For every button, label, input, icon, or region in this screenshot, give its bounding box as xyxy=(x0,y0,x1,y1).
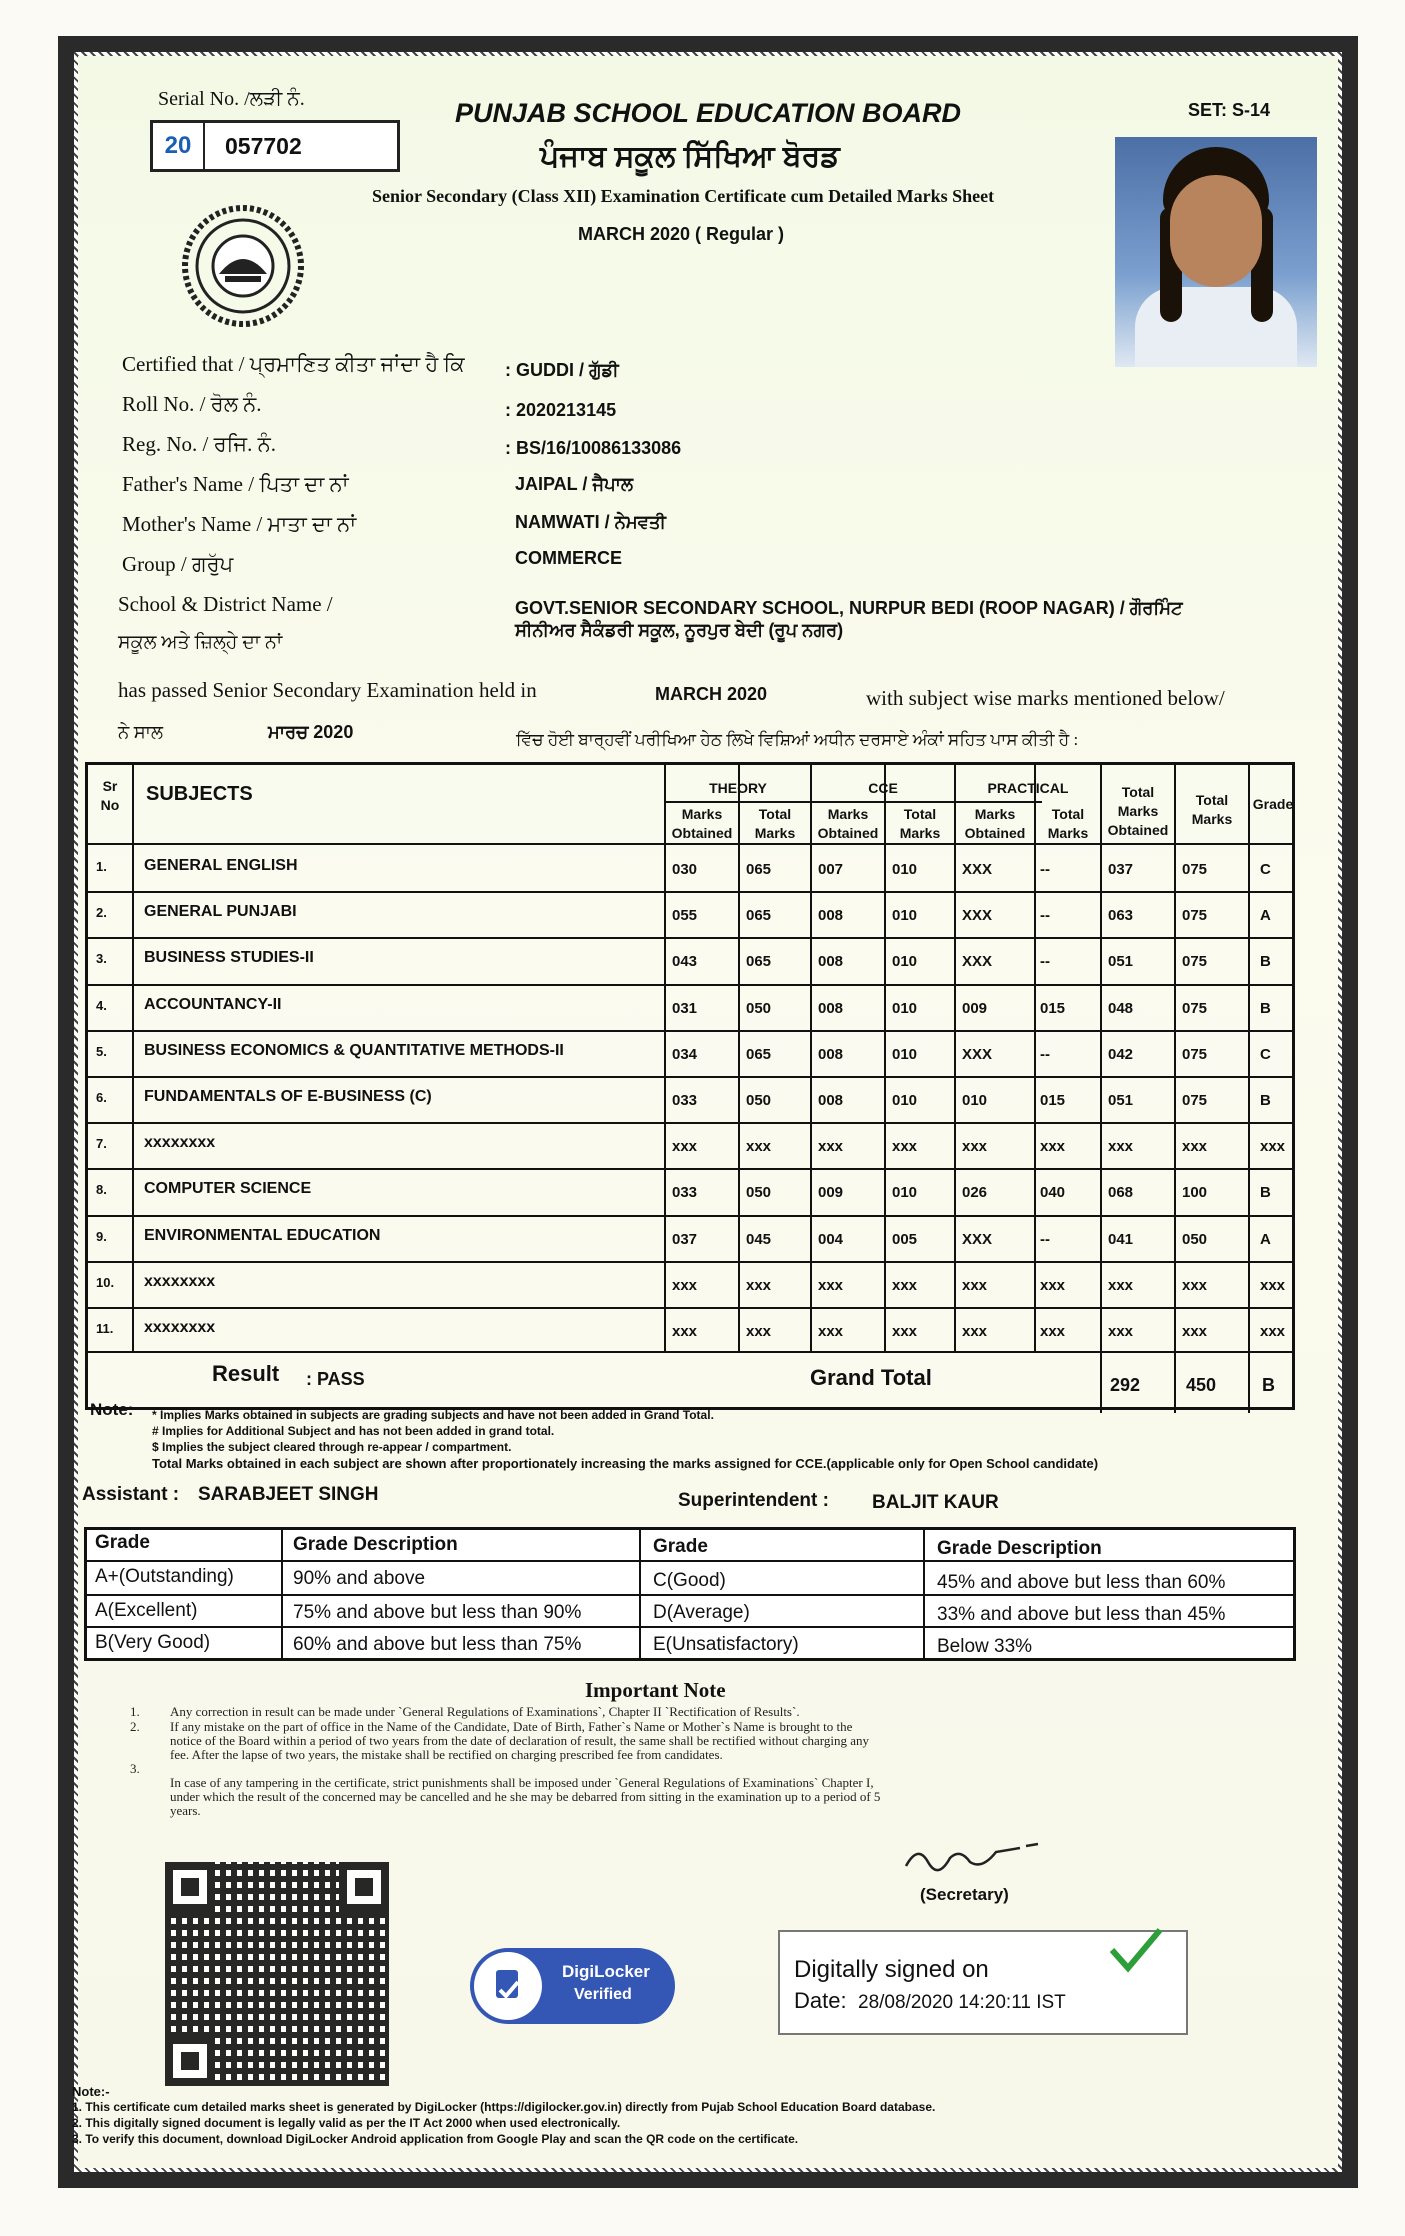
grade-col-header-2: Grade xyxy=(653,1536,708,1557)
row-subject: COMPUTER SCIENCE xyxy=(144,1180,312,1198)
row-cell: 065 xyxy=(746,907,772,925)
row-subject: xxxxxxxx xyxy=(144,1272,216,1290)
total-marks-header: Total Marks xyxy=(1191,792,1233,827)
row-cell: xxx xyxy=(892,1138,918,1156)
roll-label: Roll No. / ਰੋਲ ਨੰ. xyxy=(122,392,262,416)
row-cell: xxx xyxy=(1040,1138,1066,1156)
father-label: Father's Name / ਪਿਤਾ ਦਾ ਨਾਂ xyxy=(122,472,349,496)
row-subject: BUSINESS STUDIES-II xyxy=(144,949,314,967)
row-cell: xxx xyxy=(1182,1138,1208,1156)
signed-date: 28/08/2020 14:20:11 IST xyxy=(858,1992,1066,2013)
cce-obt-header: Marks Obtained xyxy=(817,806,879,841)
result-value: : PASS xyxy=(306,1369,365,1389)
grand-total-label: Grand Total xyxy=(810,1365,932,1390)
row-subject: ENVIRONMENTAL EDUCATION xyxy=(144,1226,381,1244)
row-cell: -- xyxy=(1040,907,1050,925)
group-label: Group / ਗਰੁੱਪ xyxy=(122,552,234,576)
qr-code[interactable] xyxy=(165,1862,389,2086)
row-cell: 075 xyxy=(1182,907,1208,925)
school-label: School & District Name / xyxy=(118,592,333,616)
row-cell: 010 xyxy=(892,999,918,1017)
row-cell: 010 xyxy=(892,861,918,878)
important-2a: If any mistake on the part of office in the Name of the Candidate, Date of Birth, Father`s Name or Mother`s Name is brought to the xyxy=(170,1719,853,1734)
signed-date-label: Date: xyxy=(794,1988,847,2013)
result-label: Result xyxy=(212,1361,280,1386)
prac-total-header: Total Marks xyxy=(1047,806,1089,841)
row-cell: xxx xyxy=(746,1323,772,1340)
row-cell: xxx xyxy=(1108,1276,1134,1294)
row-cell: xxx xyxy=(1040,1276,1066,1294)
row-cell: 100 xyxy=(1182,1184,1208,1202)
note-4: Total Marks obtained in each subject are shown after proportionately increasing the marks assigned for CCE.(applicable only for Open School candidate) xyxy=(152,1456,1099,1471)
row-cell: xxx xyxy=(672,1323,698,1340)
student-name: : GUDDI / ਗੁੱਡੀ xyxy=(505,360,619,380)
row-cell: 031 xyxy=(672,999,698,1017)
row-subject: xxxxxxxx xyxy=(144,1134,216,1152)
footer-note-label: Note:- xyxy=(72,2084,110,2099)
row-cell: 051 xyxy=(1108,1092,1134,1109)
father-name: JAIPAL / ਜੈਪਾਲ xyxy=(515,474,634,494)
row-cell: 051 xyxy=(1108,953,1134,971)
row-cell: 015 xyxy=(1040,999,1066,1017)
row-cell: B xyxy=(1260,953,1271,971)
grade-a: A(Excellent) xyxy=(95,1600,198,1621)
row-divider xyxy=(88,1261,1292,1263)
row-sr: 5. xyxy=(96,1043,107,1059)
row-cell: 075 xyxy=(1182,953,1208,971)
row-cell: 033 xyxy=(672,1092,698,1109)
important-1: Any correction in result can be made under `General Regulations of Examinations`, Chapter II `Rectification of Results`. xyxy=(170,1704,800,1719)
secretary-label: (Secretary) xyxy=(920,1885,1009,1904)
grade-a-plus-desc: 90% and above xyxy=(293,1568,426,1589)
row-cell: B xyxy=(1260,1184,1271,1202)
row-cell: xxx xyxy=(746,1138,772,1156)
pa-year: ਮਾਰਚ 2020 xyxy=(268,722,354,742)
grade-b: B(Very Good) xyxy=(95,1632,211,1653)
serial-number: 057702 xyxy=(225,132,302,159)
footer-note-2: 2. This digitally signed document is legally valid as per the IT Act 2000 when used electronically. xyxy=(72,2116,621,2130)
row-cell: -- xyxy=(1040,1230,1050,1248)
row-cell: 010 xyxy=(892,1184,918,1202)
digital-signature-box xyxy=(778,1930,1188,2035)
footer-note-3: 3. To verify this document, download DigiLocker Android application from Google Play and scan the QR code on the certificate. xyxy=(72,2132,799,2146)
row-cell: B xyxy=(1260,1092,1271,1109)
row-cell: xxx xyxy=(1108,1138,1134,1156)
row-cell: 008 xyxy=(818,1045,844,1063)
row-cell: 065 xyxy=(746,861,772,878)
digilocker-verified: Verified xyxy=(574,1986,632,2003)
row-cell: 055 xyxy=(672,907,698,925)
row-cell: B xyxy=(1260,999,1271,1017)
row-cell: xxx xyxy=(1260,1138,1286,1156)
row-sr: 2. xyxy=(96,905,107,921)
row-cell: xxx xyxy=(1182,1276,1208,1294)
row-cell: XXX xyxy=(962,1045,993,1063)
row-sr: 10. xyxy=(96,1274,115,1290)
grade-b-desc: 60% and above but less than 75% xyxy=(293,1634,582,1655)
grade-c-desc: 45% and above but less than 60% xyxy=(937,1572,1226,1593)
assistant-label: Assistant : xyxy=(82,1484,180,1505)
row-cell: 008 xyxy=(818,999,844,1017)
row-cell: 009 xyxy=(962,999,988,1017)
row-divider xyxy=(88,937,1292,939)
grade-col-header-1: Grade xyxy=(95,1532,150,1553)
row-cell: 075 xyxy=(1182,1045,1208,1063)
row-cell: C xyxy=(1260,861,1271,878)
row-sr: 4. xyxy=(96,997,107,1013)
digilocker-badge xyxy=(470,1948,675,2024)
grade-a-plus: A+(Outstanding) xyxy=(95,1566,234,1587)
total-obt-header: Total Marks Obtained xyxy=(1107,784,1169,838)
theory-header: THEORY xyxy=(709,780,767,796)
row-sr: 11. xyxy=(96,1321,114,1336)
cce-total-header: Total Marks xyxy=(899,806,941,841)
row-cell: 010 xyxy=(962,1092,988,1109)
row-cell: xxx xyxy=(818,1323,844,1340)
row-cell: xxx xyxy=(672,1138,698,1156)
school-label-pa: ਸਕੂਲ ਅਤੇ ਜ਼ਿਲ੍ਹੇ ਦਾ ਨਾਂ xyxy=(118,632,283,653)
row-divider xyxy=(88,1307,1292,1309)
board-title-pa: ਪੰਜਾਬ ਸਕੂਲ ਸਿੱਖਿਆ ਬੋਰਡ xyxy=(540,140,840,173)
row-cell: 050 xyxy=(746,1092,772,1109)
row-divider xyxy=(88,891,1292,893)
row-divider xyxy=(88,1168,1292,1170)
superintendent-name: BALJIT KAUR xyxy=(872,1492,999,1513)
certificate-subtitle: Senior Secondary (Class XII) Examination Certificate cum Detailed Marks Sheet xyxy=(372,186,995,206)
row-cell: 037 xyxy=(1108,861,1134,878)
row-cell: A xyxy=(1260,1230,1271,1248)
important-2b: notice of the Board within a period of two years from the date of declaration of result, the same shall be rectified without charging any xyxy=(170,1733,870,1748)
theory-obt-header: Marks Obtained xyxy=(671,806,733,841)
row-cell: 007 xyxy=(818,861,844,878)
assistant-name: SARABJEET SINGH xyxy=(198,1484,379,1505)
school-name-pa: ਸੀਨੀਅਰ ਸੈਕੰਡਰੀ ਸਕੂਲ, ਨੂਰਪੁਰ ਬੇਦੀ (ਰੂਪ ਨਗਰ) xyxy=(515,620,844,640)
digilocker-icon xyxy=(474,1952,542,2020)
row-cell: xxx xyxy=(962,1138,988,1156)
row-cell: 045 xyxy=(746,1230,772,1248)
row-cell: 063 xyxy=(1108,907,1134,925)
school-name: GOVT.SENIOR SECONDARY SCHOOL, NURPUR BEDI (ROOP NAGAR) / ਗੌਰਮਿੰਟ xyxy=(515,598,1183,618)
row-cell: 037 xyxy=(672,1230,698,1248)
row-cell: 065 xyxy=(746,1045,772,1063)
row-cell: xxx xyxy=(1182,1323,1208,1340)
row-cell: 040 xyxy=(1040,1184,1066,1202)
grand-grade: B xyxy=(1262,1375,1275,1395)
row-cell: 010 xyxy=(892,1092,918,1109)
row-cell: 026 xyxy=(962,1184,988,1202)
row-cell: -- xyxy=(1040,861,1050,878)
grade-c: C(Good) xyxy=(653,1570,726,1591)
grade-e-desc: Below 33% xyxy=(937,1636,1033,1657)
important-2c: fee. After the lapse of two years, the mistake shall be rectified on charging prescribed fee from candidates. xyxy=(170,1747,723,1762)
row-divider xyxy=(88,1215,1292,1217)
superintendent-label: Superintendent : xyxy=(678,1490,829,1511)
cce-header: CCE xyxy=(868,780,898,796)
row-divider xyxy=(88,984,1292,986)
row-cell: 030 xyxy=(672,861,698,878)
set-code: SET: S-14 xyxy=(1188,100,1271,120)
row-cell: -- xyxy=(1040,1045,1050,1063)
signed-on-label: Digitally signed on xyxy=(794,1956,989,1983)
row-cell: 042 xyxy=(1108,1045,1134,1063)
row-subject: ACCOUNTANCY-II xyxy=(144,995,282,1013)
row-cell: 075 xyxy=(1182,861,1208,878)
row-cell: XXX xyxy=(962,907,993,925)
row-cell: 008 xyxy=(818,1092,844,1109)
row-cell: 041 xyxy=(1108,1230,1134,1248)
row-cell: 004 xyxy=(818,1230,844,1248)
row-cell: xxx xyxy=(818,1138,844,1156)
row-cell: 050 xyxy=(746,1184,772,1202)
row-cell: 075 xyxy=(1182,1092,1208,1109)
row-cell: 005 xyxy=(892,1230,918,1248)
grade-a-desc: 75% and above but less than 90% xyxy=(293,1602,582,1623)
row-cell: C xyxy=(1260,1045,1271,1063)
row-cell: 068 xyxy=(1108,1184,1134,1202)
grade-e: E(Unsatisfactory) xyxy=(653,1634,799,1655)
row-cell: xxx xyxy=(818,1276,844,1294)
row-subject: BUSINESS ECONOMICS & QUANTITATIVE METHODS-II xyxy=(144,1041,564,1059)
check-icon xyxy=(1108,1924,1164,1976)
row-cell: -- xyxy=(1040,953,1050,971)
row-cell: xxx xyxy=(1040,1323,1066,1340)
desc-col-header-2: Grade Description xyxy=(937,1538,1102,1559)
row-cell: xxx xyxy=(672,1276,698,1294)
roll-number: : 2020213145 xyxy=(505,400,617,420)
row-cell: 050 xyxy=(1182,1230,1208,1248)
passed-text: has passed Senior Secondary Examination held in xyxy=(118,678,537,702)
row-cell: 050 xyxy=(746,999,772,1017)
row-subject: GENERAL PUNJABI xyxy=(144,903,297,921)
row-cell: xxx xyxy=(892,1276,918,1294)
mother-label: Mother's Name / ਮਾਤਾ ਦਾ ਨਾਂ xyxy=(122,512,357,536)
row-cell: XXX xyxy=(962,1230,993,1248)
row-cell: 034 xyxy=(672,1045,698,1063)
row-cell: 008 xyxy=(818,907,844,925)
reg-label: Reg. No. / ਰਜਿ. ਨੰ. xyxy=(122,432,276,456)
row-subject: GENERAL ENGLISH xyxy=(144,857,298,874)
row-cell: xxx xyxy=(962,1276,988,1294)
row-cell: xxx xyxy=(746,1276,772,1294)
row-cell: 010 xyxy=(892,953,918,971)
note-3: $ Implies the subject cleared through re-appear / compartment. xyxy=(152,1440,512,1454)
row-sr: 9. xyxy=(96,1228,107,1244)
row-sr: 8. xyxy=(96,1182,107,1198)
row-cell: xxx xyxy=(962,1323,988,1340)
row-cell: 009 xyxy=(818,1184,844,1202)
note-label: Note: xyxy=(90,1400,134,1419)
student-photo xyxy=(1115,137,1317,367)
row-sr: 6. xyxy=(96,1090,107,1105)
row-cell: xxx xyxy=(1260,1323,1286,1340)
important-3a: In case of any tampering in the certificate, strict punishments shall be imposed under `General Regulations of Examinations` Chapter I, xyxy=(170,1775,874,1790)
passed-month: MARCH 2020 xyxy=(655,684,768,704)
serial-label: Serial No. /ਲੜੀ ਨੰ. xyxy=(158,88,305,110)
row-cell: 065 xyxy=(746,953,772,971)
group-value: COMMERCE xyxy=(515,548,622,568)
desc-col-header-1: Grade Description xyxy=(293,1534,458,1555)
prac-obt-header: Marks Obtained xyxy=(964,806,1026,841)
row-sr: 3. xyxy=(96,951,107,967)
board-title-en: PUNJAB SCHOOL EDUCATION BOARD xyxy=(455,98,962,128)
row-divider xyxy=(88,1030,1292,1032)
sr-header: Sr No xyxy=(100,778,120,813)
row-cell: XXX xyxy=(962,953,993,971)
row-sr: 7. xyxy=(96,1136,107,1152)
row-cell: 048 xyxy=(1108,999,1134,1017)
row-cell: xxx xyxy=(1108,1323,1134,1340)
important-3b: under which the result of the concerned may be cancelled and he she may be debarred from sitting in the examination up to a period of 5 xyxy=(170,1789,881,1804)
row-subject: FUNDAMENTALS OF E-BUSINESS (C) xyxy=(144,1088,432,1105)
row-sr: 1. xyxy=(96,859,107,874)
exam-session: MARCH 2020 ( Regular ) xyxy=(578,224,785,244)
serial-box xyxy=(150,120,400,172)
pa-tail: ਵਿੱਚ ਹੋਈ ਬਾਰ੍ਹਵੀਂ ਪਰੀਖਿਆ ਹੇਠ ਲਿਖੇ ਵਿਸ਼ਿਆਂ ਅਧੀਨ ਦਰਸਾਏ ਅੰਕਾਂ ਸਹਿਤ ਪਾਸ ਕੀਤੀ ਹੈ : xyxy=(516,730,1079,749)
mother-name: NAMWATI / ਨੇਮਵਤੀ xyxy=(515,512,666,532)
certificate-page: Serial No. /ਲੜੀ ਨੰ. 20 057702 PUNJAB SCHOOL EDUCATION BOARD ਪੰਜਾਬ ਸਕੂਲ ਸਿੱਖਿਆ ਬੋਰਡ Senior Secondary (Class XII) Examination Certificate cum Detailed Marks Sheet MARCH 2020 ( Regular ) SET: S-14 Certified that / ਪ੍ਰਮਾਣਿਤ ਕੀਤਾ ਜਾਂਦਾ ਹੈ ਕਿ : GUDDI / ਗੁੱਡੀ Roll No. / ਰੋਲ ਨੰ. : 2020213145 Reg. No. / ਰਜਿ. ਨੰ. : BS/16/10086133086 Father's Name / ਪਿਤਾ ਦਾ ਨਾਂ JAIPAL / ਜੈਪਾਲ Mother's Name / ਮਾਤਾ ਦਾ ਨਾਂ NAMWATI / ਨੇਮਵਤੀ Group / ਗਰੁੱਪ COMMERCE School & District Name / ਸਕੂਲ ਅਤੇ ਜ਼ਿਲ੍ਹੇ ਦਾ ਨਾਂ GOVT.SENIOR SECONDARY SCHOOL, NURPUR BEDI (ROOP NAGAR) / ਗੌਰਮਿੰਟ ਸੀਨੀਅਰ ਸੈਕੰਡਰੀ ਸਕੂਲ, ਨੂਰਪੁਰ ਬੇਦੀ (ਰੂਪ ਨਗਰ) has passed Senior Secondary Examination held in MARCH 2020 with subject wise marks mentioned below/ ਨੇ ਸਾਲ ਮਾਰਚ 2020 ਵਿੱਚ ਹੋਈ ਬਾਰ੍ਹਵੀਂ ਪਰੀਖਿਆ ਹੇਠ ਲਿਖੇ ਵਿਸ਼ਿਆਂ ਅਧੀਨ ਦਰਸਾਏ ਅੰਕਾਂ ਸਹਿਤ ਪਾਸ ਕੀਤੀ ਹੈ : Sr No SUBJECTS THEORY CCE PRACTICAL Marks Obtained Total Marks Marks Obtained Total Marks Marks Obtained Total Marks Total Marks Obtained Total Marks Grade 1. GENERAL ENGLISH 030 065 007 010 XXX -- 037 075 C 2. GENERAL PUNJABI 055 065 008 010 XXX -- 063 075 A 3. BUSINESS STUDIES-II 043 065 008 010 XXX -- 051 075 B 4. ACCOUNTANCY-II 031 050 008 010 009 015 048 075 B 5. BUSINESS ECONOMICS & QUANTITATIVE METHODS-II 034 065 008 010 XXX -- 042 075 C 6. FUNDAMENTALS OF E-BUSINESS (C) 033 050 008 010 010 015 051 075 B 7. xxxxxxxx xxx xxx xxx xxx xxx xxx xxx xxx xxx 8. COMPUTER SCIENCE 033 050 009 010 026 040 068 100 B 9. ENVIRONMENTAL EDUCATION 037 045 004 005 XXX -- 041 050 A 10. xxxxxxxx xxx xxx xxx xxx xxx xxx xxx xxx xxx 11. xxxxxxxx xxx xxx xxx xxx xxx xxx xxx xxx xxx Result : PASS Grand Total 292 450 B Note: * Implies Marks obtained in subjects are grading subjects and have not been added in Grand Total. # Implies for Additional Subject and has not been added in grand total. $ Implies the subject cleared through re-appear / compartment. Total Marks obtained in each subject are shown after proportionately increasing the marks assigned for CCE.(applicable only for Open School candidate) Assistant : SARABJEET SINGH Superintendent : BALJIT KAUR Grade Grade Description Grade Grade Description A+(Outstanding) 90% and above C(Good) 45% and above but less than 60% A(Excellent) 75% and above but less than 90% D(Average) 33% and above but less than 45% B(Very Good) 60% and above but less than 75% E(Unsatisfactory) Below 33% Important Note 1. Any correction in result can be made under `General Regulations of Examinations`, Chapter II `Rectification of Results`. 2. If any mistake on the part of office in the Name of the Candidate, Date of Birth, Father`s Name or Mother`s Name is brought to the notice of the Board within a period of two years from the date of declaration of result, the same shall be rectified without charging any fee. After the lapse of two years, the mistake shall be rectified on charging prescribed fee from candidates. 3. In case of any tampering in the certificate, strict punishments shall be imposed under `General Regulations of Examinations` Chapter I, under which the result of the concerned may be cancelled and he she may be debarred from sitting in the examination up to a period of 5 years. (Secretary) DigiLocker Verified Digitally signed on Date: 28/08/2020 14:20:11 IST Note:- 1. This certificate cum detailed marks sheet is generated by DigiLocker (https://digilocker.gov.in) directly from Pujab School Education Board database. 2. This digitally signed document is legally valid as per the IT Act 2000 when used electronically. 3. To verify this document, download DigiLocker Android application from Google Play and scan the QR code on the certificate. xyxy=(0,0,1405,2236)
row-cell: A xyxy=(1260,907,1271,925)
row-cell: 010 xyxy=(892,907,918,925)
grade-table xyxy=(84,1527,1296,1661)
reg-number: : BS/16/10086133086 xyxy=(505,438,682,458)
grand-total: 450 xyxy=(1186,1375,1217,1395)
theory-total-header: Total Marks xyxy=(754,806,796,841)
grade-d: D(Average) xyxy=(653,1602,750,1623)
practical-header: PRACTICAL xyxy=(987,780,1069,796)
row-divider xyxy=(88,1076,1292,1078)
row-subject: xxxxxxxx xyxy=(144,1319,216,1336)
row-cell: xxx xyxy=(1260,1276,1286,1294)
important-3c: years. xyxy=(170,1803,201,1818)
important-title: Important Note xyxy=(585,1678,726,1702)
row-cell: 010 xyxy=(892,1045,918,1063)
footer-note-1: 1. This certificate cum detailed marks sheet is generated by DigiLocker (https://digilocker.gov.in) directly from Pujab School Education Board database. xyxy=(72,2100,936,2114)
marks-table xyxy=(85,762,1295,1410)
row-cell: 015 xyxy=(1040,1092,1066,1109)
row-cell: 043 xyxy=(672,953,698,971)
secretary-signature-icon xyxy=(900,1838,1050,1878)
subjects-header: SUBJECTS xyxy=(146,783,253,805)
certified-label: Certified that / ਪ੍ਰਮਾਣਿਤ ਕੀਤਾ ਜਾਂਦਾ ਹੈ ਕਿ xyxy=(122,352,465,376)
passed-tail: with subject wise marks mentioned below/ xyxy=(866,686,1225,710)
serial-prefix: 20 xyxy=(153,123,205,169)
note-1: * Implies Marks obtained in subjects are grading subjects and have not been added in Grand Total. xyxy=(152,1408,714,1422)
digilocker-text: DigiLocker xyxy=(562,1962,650,1981)
row-divider xyxy=(88,1122,1292,1124)
row-cell: 033 xyxy=(672,1184,698,1202)
grade-d-desc: 33% and above but less than 45% xyxy=(937,1604,1226,1625)
row-cell: xxx xyxy=(892,1323,918,1340)
note-2: # Implies for Additional Subject and has not been added in grand total. xyxy=(152,1424,555,1438)
row-cell: XXX xyxy=(962,861,993,878)
grand-obtained: 292 xyxy=(1110,1375,1141,1395)
row-cell: 075 xyxy=(1182,999,1208,1017)
pa-year-label: ਨੇ ਸਾਲ xyxy=(118,722,164,742)
row-cell: 008 xyxy=(818,953,844,971)
grade-header: Grade xyxy=(1252,796,1294,812)
board-seal-icon xyxy=(175,204,311,328)
